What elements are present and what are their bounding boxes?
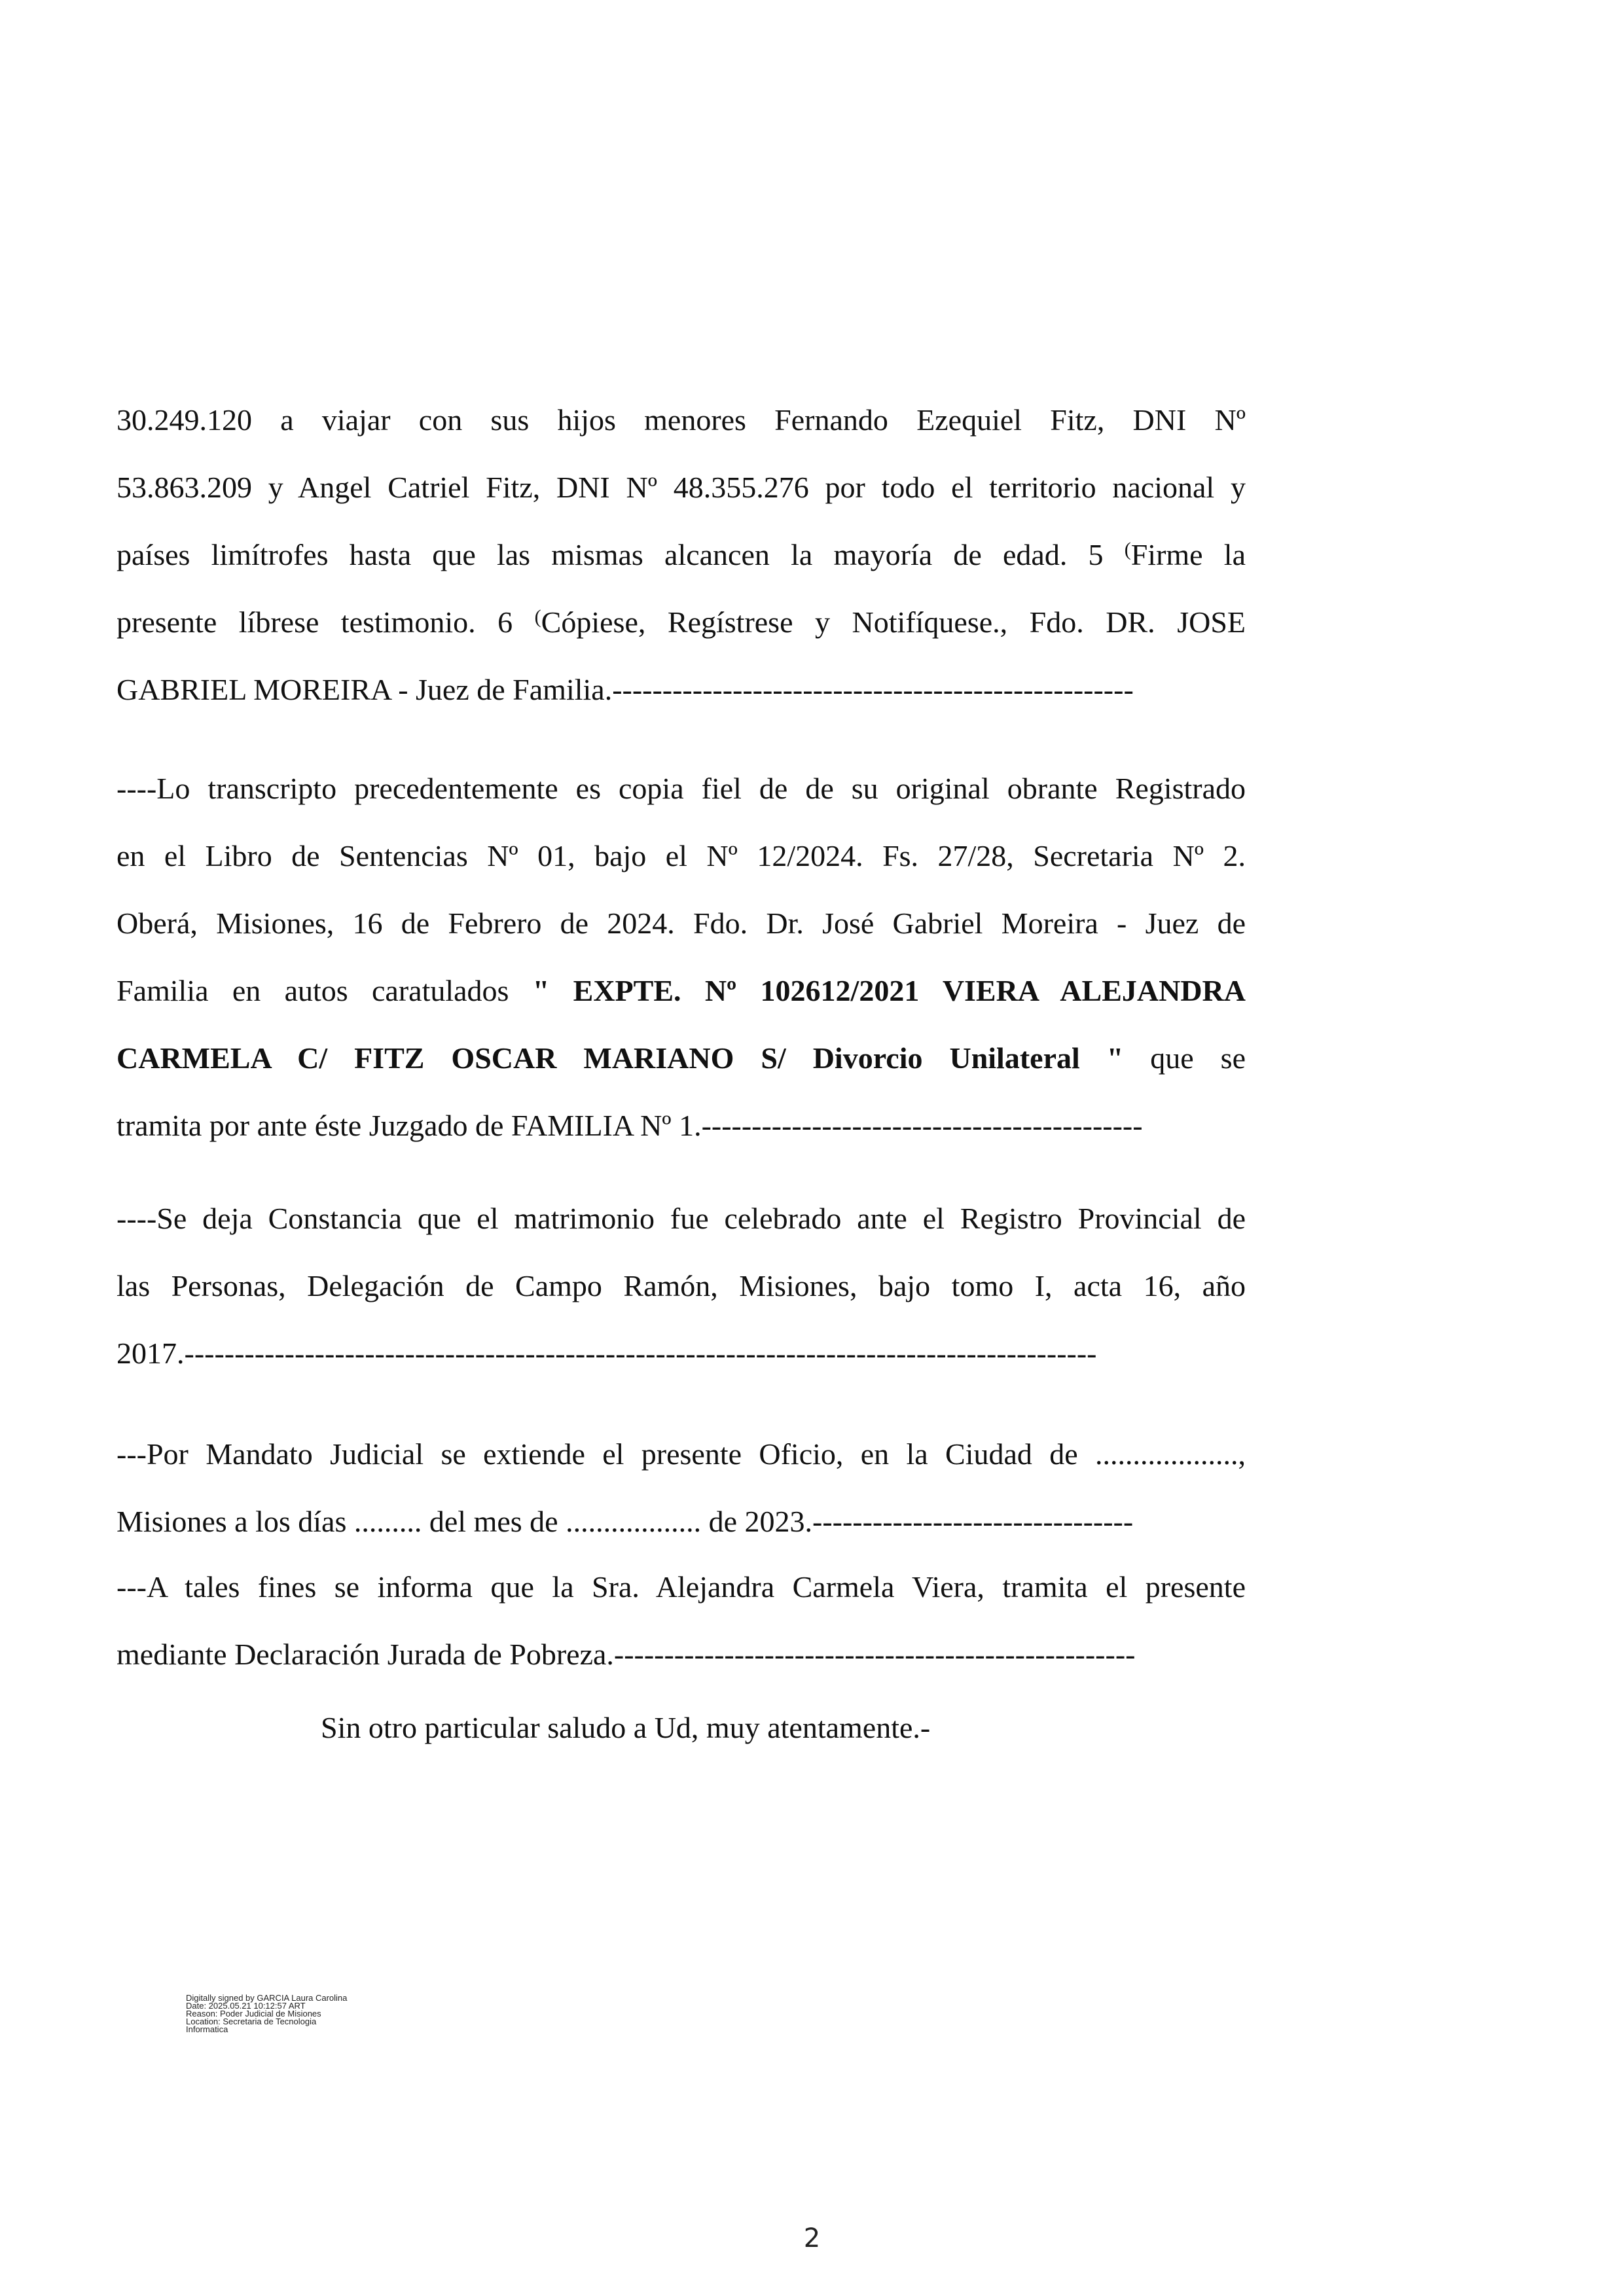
- text-line: ----Lo transcripto precedentemente es copia fiel de de su original obrante Registrado: [117, 772, 1246, 805]
- digital-signature: [186, 1994, 347, 2034]
- text-line: Misiones a los días ......... del mes de .................. de 2023.--------------------------------: [117, 1505, 1134, 1538]
- text-line: ---A tales fines se informa que la Sra. Alejandra Carmela Viera, tramita el presente: [117, 1570, 1246, 1604]
- page-number: 2: [803, 2223, 821, 2253]
- paragraph-resolution-continuation: [117, 386, 1246, 723]
- paragraph-poverty-declaration: [117, 1553, 1246, 1688]
- signature-line: Date: 2025.05.21 10:12:57 ART: [186, 2001, 306, 2011]
- signature-line: Informatica: [186, 2024, 228, 2034]
- text-line: ----Se deja Constancia que el matrimonio fue celebrado ante el Registro Provincial de: [117, 1202, 1246, 1235]
- text-segment: países limítrofes hasta que las mismas alcancen la mayoría de edad. 5: [117, 538, 1125, 571]
- text-line: [117, 588, 1246, 656]
- text-line: [117, 957, 1246, 1024]
- text-line: Oberá, Misiones, 16 de Febrero de 2024. Fdo. Dr. José Gabriel Moreira - Juez de: [117, 906, 1246, 940]
- text-line: [117, 1024, 1246, 1092]
- text-line: las Personas, Delegación de Campo Ramón, Misiones, bajo tomo I, acta 16, año: [117, 1269, 1246, 1302]
- paragraph-marriage-record: [117, 1185, 1246, 1387]
- text-line: en el Libro de Sentencias Nº 01, bajo el Nº 12/2024. Fs. 27/28, Secretaria Nº 2.: [117, 839, 1246, 872]
- text-segment: Familia en autos caratulados: [117, 974, 533, 1007]
- parenthesis-mark: (: [1124, 539, 1131, 560]
- text-line: [117, 521, 1246, 588]
- signature-line: Location: Secretaria de Tecnologia: [186, 2017, 317, 2026]
- closing-salutation: Sin otro particular saludo a Ud, muy atentamente.-: [321, 1711, 931, 1744]
- text-line: ---Por Mandato Judicial se extiende el presente Oficio, en la Ciudad de ...................,: [117, 1437, 1246, 1471]
- text-line: tramita por ante éste Juzgado de FAMILIA Nº 1.--------------------------------------------: [117, 1109, 1143, 1142]
- text-line: GABRIEL MOREIRA - Juez de Familia.----------------------------------------------------: [117, 673, 1134, 706]
- text-line: 30.249.120 a viajar con sus hijos menores Fernando Ezequiel Fitz, DNI Nº: [117, 403, 1246, 437]
- paragraph-judicial-mandate: [117, 1420, 1246, 1555]
- parenthesis-mark: (: [534, 606, 541, 628]
- text-line: 53.863.209 y Angel Catriel Fitz, DNI Nº 48.355.276 por todo el territorio nacional y: [117, 471, 1246, 504]
- text-segment: que se: [1123, 1041, 1246, 1075]
- text-line: mediante Declaración Jurada de Pobreza.----------------------------------------------------: [117, 1638, 1136, 1671]
- case-title: " EXPTE. Nº 102612/2021 VIERA ALEJANDRA: [532, 974, 1246, 1007]
- signature-line: Digitally signed by GARCIA Laura Carolina: [186, 1993, 348, 2003]
- signature-line: Reason: Poder Judicial de Misiones: [186, 2009, 321, 2018]
- text-segment: Firme la: [1130, 538, 1246, 571]
- case-title: CARMELA C/ FITZ OSCAR MARIANO S/ Divorcio Unilateral ": [117, 1041, 1124, 1075]
- text-segment: presente líbrese testimonio. 6: [117, 605, 535, 639]
- text-segment: Cópiese, Regístrese y Notifíquese., Fdo. DR. JOSE: [541, 605, 1246, 639]
- paragraph-transcription-note: [117, 755, 1246, 1159]
- text-line: 2017.-------------------------------------------------------------------------------------------: [117, 1336, 1097, 1370]
